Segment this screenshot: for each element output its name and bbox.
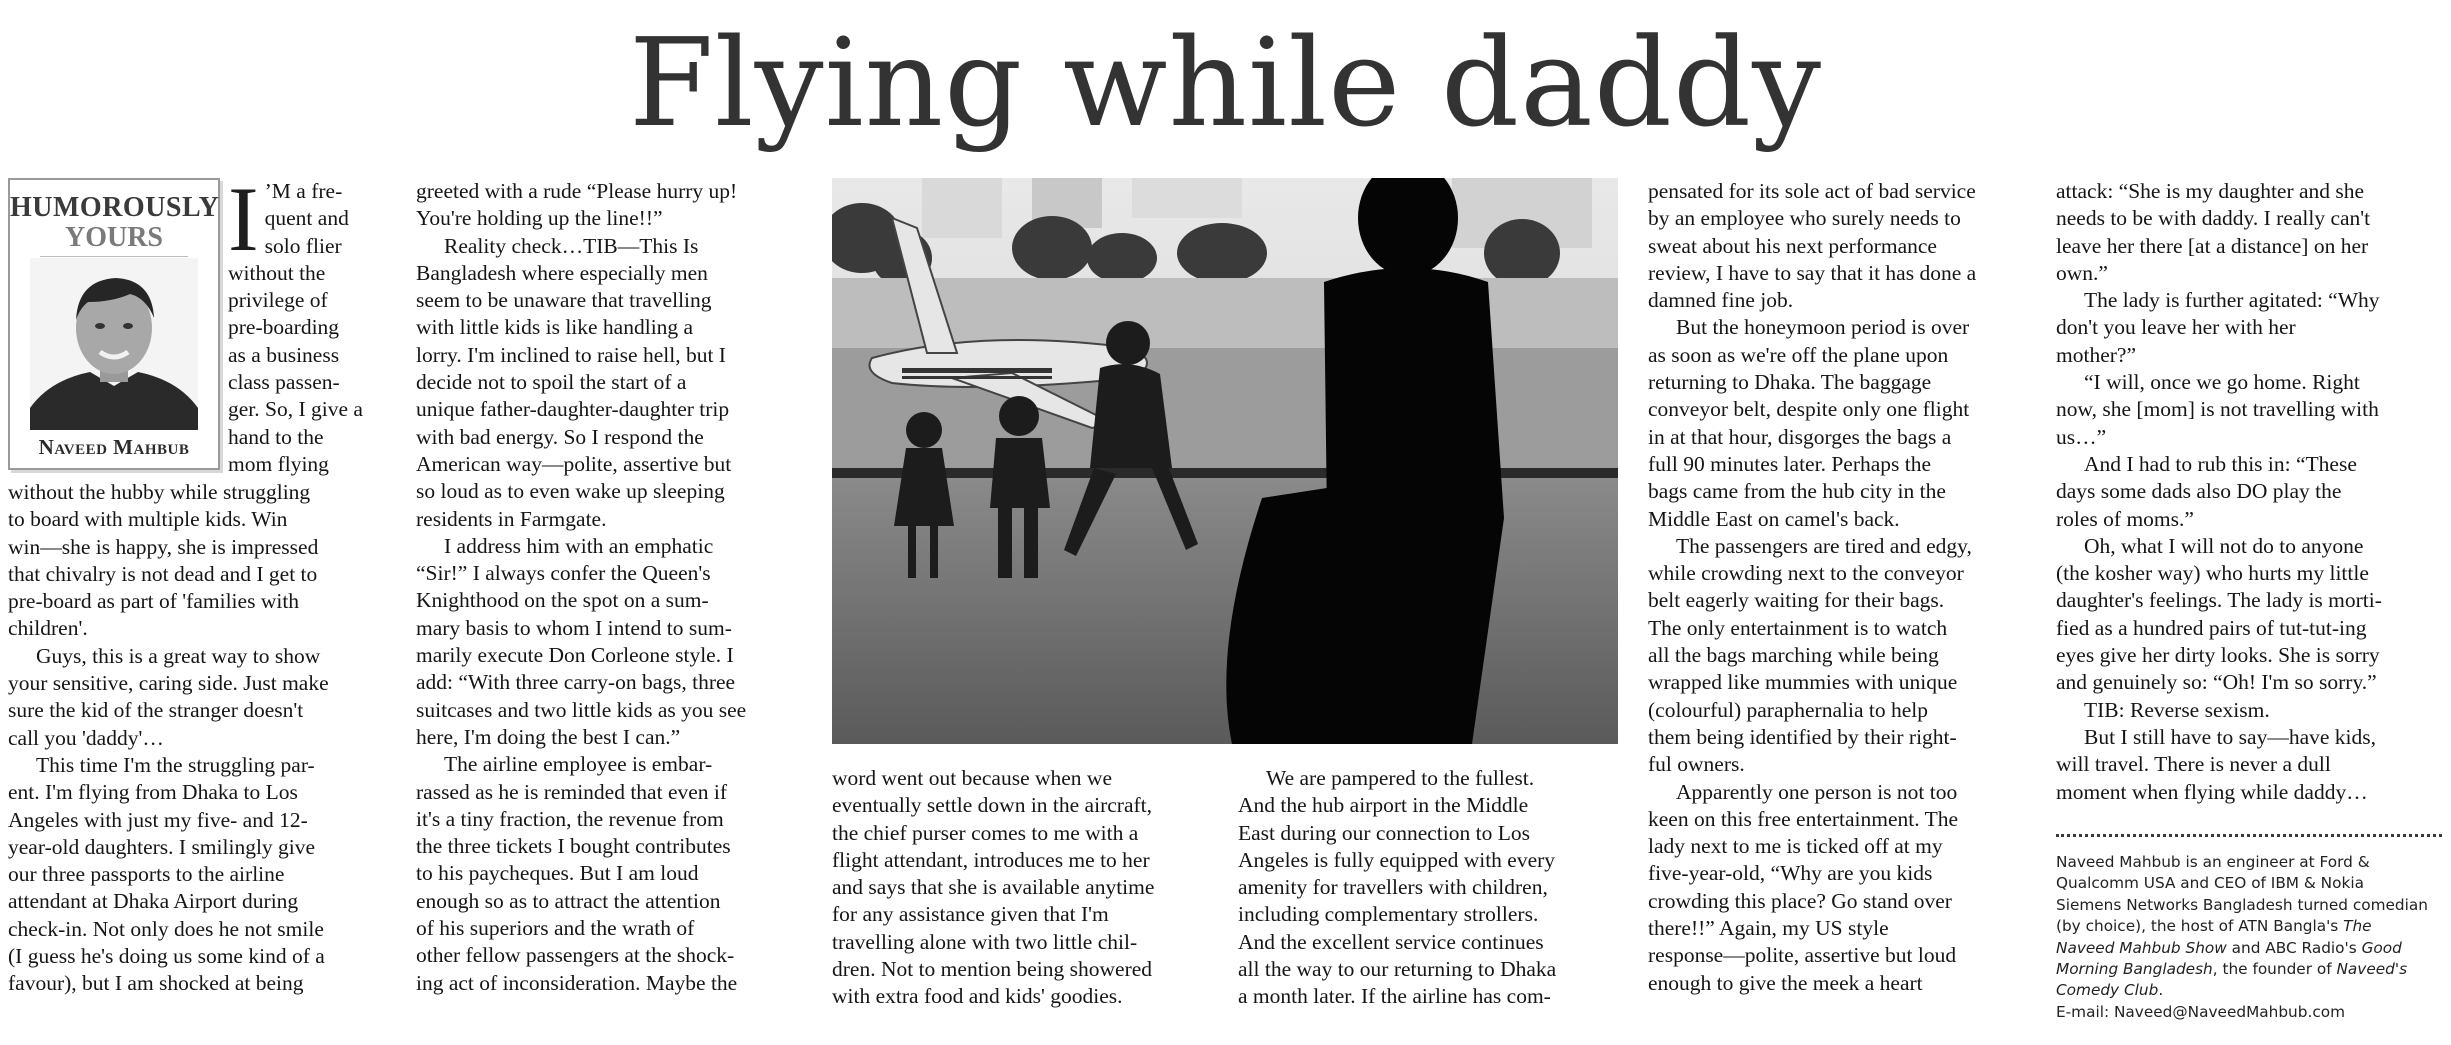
text-line: Oh, what I will not do to anyone [2084,533,2364,558]
bio-line: Morning Bangladesh, the founder of Naveed's [2056,960,2408,979]
text-line: Angeles with just my five- and 12- [8,807,308,832]
text-line: Apparently one person is not too [1676,779,1958,804]
text-line: without the hubby while struggling [8,480,311,504]
text-line: other fellow passengers at the shock- [416,943,735,968]
text-line: the chief purser comes to me with a [832,820,1139,845]
bio-line: Naveed Mahbub is an engineer at Ford & [2056,853,2370,871]
text-line: solo flier [264,233,342,258]
author-email: E-mail: Naveed@NaveedMahbub.com [2056,1002,2345,1021]
text-line: of his superiors and the wrath of [416,916,695,941]
text-line: ’M a fre- [264,179,343,203]
text-line: pre-board as part of 'families with [8,589,300,614]
text-line: American way—polite, assertive but [416,451,732,476]
text-line: I address him with an emphatic [444,533,714,558]
article-column-5 [1648,178,2048,997]
text-line: as a business [228,342,340,367]
text-line: response—polite, assertive but loud [1648,943,1957,968]
bio-divider [2056,834,2442,837]
column-label-yours: YOURS [64,222,163,253]
text-line: And I had to rub this in: “These [2084,451,2357,476]
text-line: But the honeymoon period is over [1676,315,1970,340]
article-column-1 [8,479,388,998]
text-line: needs to be with daddy. I really can't [2056,206,2371,231]
text-line: year-old daughters. I smilingly give [8,834,316,859]
text-line: bags came from the hub city in the [1648,479,1946,504]
text-line: and genuinely so: “Oh! I'm so sorry.” [2056,670,2377,695]
text-line: The only entertainment is to watch [1648,615,1948,640]
article-column-3 [832,765,1218,1011]
text-line: mom flying [228,451,329,476]
text-line: days some dads also DO play the [2056,479,2342,504]
text-line: And the excellent service continues [1238,929,1544,954]
text-line: Angeles is fully equipped with every [1238,847,1556,872]
text-line: don't you leave her with her [2056,315,2296,340]
text-line: ent. I'm flying from Dhaka to Los [8,780,298,805]
lead-paragraph [228,168,378,478]
text-line: crowding this place? Go stand over [1648,888,1952,913]
text-line: fied as a hundred pairs of tut-tut-ing [2056,615,2367,640]
column-byline-box [8,178,220,470]
text-line: returning to Dhaka. The baggage [1648,370,1932,395]
text-line: sweat about his next performance [1648,233,1937,258]
text-line: travelling alone with two little chil- [832,929,1138,954]
drop-cap: I [228,168,259,270]
text-line: word went out because when we [832,766,1113,790]
text-line: there!!” Again, my US style [1648,916,1889,941]
text-line: Reality check…TIB—This Is [444,233,699,258]
text-line: so loud as to even wake up sleeping [416,479,725,504]
text-line: mary basis to whom I intend to sum- [416,615,732,640]
text-line: amenity for travellers with children, [1238,875,1548,900]
text-line: lady next to me is ticked off at my [1648,834,1943,859]
text-line: moment when flying while daddy… [2056,779,2368,804]
text-line: Middle East on camel's back. [1648,506,1900,531]
text-line: privilege of [228,288,328,313]
text-line: eventually settle down in the aircraft, [832,793,1152,818]
text-line: belt eagerly waiting for their bags. [1648,588,1945,613]
text-line: (colourful) paraphernalia to help [1648,697,1928,722]
text-line: (I guess he's doing us some kind of a [8,944,325,969]
text-line: own.” [2056,260,2108,285]
text-line: enough to give the meek a heart [1648,970,1923,995]
text-line: with little kids is like handling a [416,315,694,340]
author-portrait [30,258,198,430]
text-line: and says that she is available anytime [832,875,1155,900]
text-line: decide not to spoil the start of a [416,370,687,395]
article-column-2 [416,178,816,997]
text-line: keen on this free entertainment. The [1648,806,1959,831]
text-line: your sensitive, caring side. Just make [8,671,329,696]
text-line: daughter's feelings. The lady is morti- [2056,588,2382,613]
text-line: for any assistance given that I'm [832,902,1109,927]
text-line: children'. [8,616,88,641]
text-line: review, I have to say that it has done a [1648,260,1977,285]
text-line: This time I'm the struggling par- [36,752,315,777]
text-line: full 90 minutes later. Perhaps the [1648,451,1932,476]
text-line: favour), but I am shocked at being [8,971,304,996]
text-line: win—she is happy, she is impressed [8,534,319,559]
text-line: TIB: Reverse sexism. [2084,697,2270,722]
bio-line: Qualcomm USA and CEO of IBM & Nokia [2056,874,2364,893]
text-line: while crowding next to the conveyor [1648,561,1964,586]
text-line: East during our connection to Los [1238,820,1530,845]
text-line: a month later. If the airline has com- [1238,984,1551,1009]
text-line: residents in Farmgate. [416,506,607,531]
text-line: pensated for its sole act of bad service [1648,179,1976,203]
text-line: seem to be unaware that travelling [416,288,712,313]
text-line: Guys, this is a great way to show [36,643,321,668]
bio-line: (by choice), the host of ATN Bangla's The [2056,917,2372,936]
text-line: quent and [264,206,349,231]
text-line: roles of moms.” [2056,506,2194,531]
text-line: suitcases and two little kids as you see [416,697,747,722]
bio-line: Comedy Club. [2056,981,2164,1000]
text-line: greeted with a rude “Please hurry up! [416,179,738,203]
text-line: add: “With three carry-on bags, three [416,670,736,695]
text-line: ful owners. [1648,752,1745,777]
text-line: dren. Not to mention being showered [832,957,1153,982]
text-line: wrapped like mummies with unique [1648,670,1958,695]
text-line: attack: “She is my daughter and she [2056,179,2365,203]
text-line: our three passports to the airline [8,862,285,887]
text-line: marily execute Don Corleone style. I [416,643,734,668]
text-line: damned fine job. [1648,288,1794,313]
author-name: Naveed Mahbub [38,435,190,459]
column-label-humorously: HUMOROUSLY [10,192,220,223]
text-line: five-year-old, “Why are you kids [1648,861,1933,886]
text-line: call you 'daddy'… [8,725,164,750]
article-column-4 [1238,765,1624,1011]
text-line: ing act of inconsideration. Maybe the [416,970,738,995]
text-line: class passen- [228,370,340,395]
text-line: But I still have to say—have kids, [2084,724,2377,749]
text-line: with bad energy. So I respond the [416,424,704,449]
text-line: rassed as he is reminded that even if [416,779,728,804]
text-line: will travel. There is never a dull [2056,752,2331,777]
text-line: all the way to our returning to Dhaka [1238,957,1557,982]
text-line: eyes give her dirty looks. She is sorry [2056,643,2380,668]
author-bio [2056,852,2446,1023]
text-line: the three tickets I bought contributes [416,834,731,859]
text-line: mother?” [2056,342,2136,367]
text-line: attendant at Dhaka Airport during [8,889,299,914]
text-line: “I will, once we go home. Right [2084,370,2360,395]
text-line: The lady is further agitated: “Why [2084,288,2380,313]
label-divider [40,256,188,257]
text-line: You're holding up the line!!” [416,206,663,231]
text-line: to board with multiple kids. Win [8,507,288,532]
bio-line: Naveed Mahbub Show and ABC Radio's Good [2056,938,2402,957]
article-column-6 [2056,178,2448,806]
text-line: The airline employee is embar- [444,752,713,777]
text-line: by an employee who surely needs to [1648,206,1961,231]
text-line: leave her there [at a distance] on her [2056,233,2369,258]
text-line: them being identified by their right- [1648,724,1957,749]
text-line: “Sir!” I always confer the Queen's [416,561,711,586]
text-line: We are pampered to the fullest. [1266,766,1535,790]
text-line: that chivalry is not dead and I get to [8,561,318,586]
text-line: now, she [mom] is not travelling with [2056,397,2379,422]
text-line: Knighthood on the spot on a sum- [416,588,709,613]
text-line: sure the kid of the stranger doesn't [8,698,304,723]
text-line: lorry. I'm inclined to raise hell, but I [416,342,726,367]
text-line: hand to the [228,424,324,449]
text-line: The passengers are tired and edgy, [1676,533,1972,558]
text-line: with extra food and kids' goodies. [832,984,1123,1009]
text-line: flight attendant, introduces me to her [832,847,1150,872]
text-line: unique father-daughter-daughter trip [416,397,730,422]
text-line: here, I'm doing the best I can.” [416,724,681,749]
text-line: all the bags marching while being [1648,643,1939,668]
text-line: Bangladesh where especially men [416,260,708,285]
text-line: ger. So, I give a [228,397,363,422]
text-line: And the hub airport in the Middle [1238,793,1529,818]
article-photo [832,178,1618,744]
headline: Flying while daddy [628,12,1823,154]
text-line: check-in. Not only does he not smile [8,916,324,941]
text-line: including complementary strollers. [1238,902,1539,927]
text-line: enough so as to attract the attention [416,888,721,913]
text-line: as soon as we're off the plane upon [1648,342,1949,367]
text-line: conveyor belt, despite only one flight [1648,397,1970,422]
text-line: it's a tiny fraction, the revenue from [416,806,724,831]
text-line: without the [228,260,326,285]
text-line: pre-boarding [228,315,340,340]
text-line: us…” [2056,424,2107,449]
text-line: to his paycheques. But I am loud [416,861,699,886]
bio-line: Siemens Networks Bangladesh turned comedian [2056,895,2428,914]
text-line: (the kosher way) who hurts my little [2056,561,2369,586]
text-line: in at that hour, disgorges the bags a [1648,424,1952,449]
